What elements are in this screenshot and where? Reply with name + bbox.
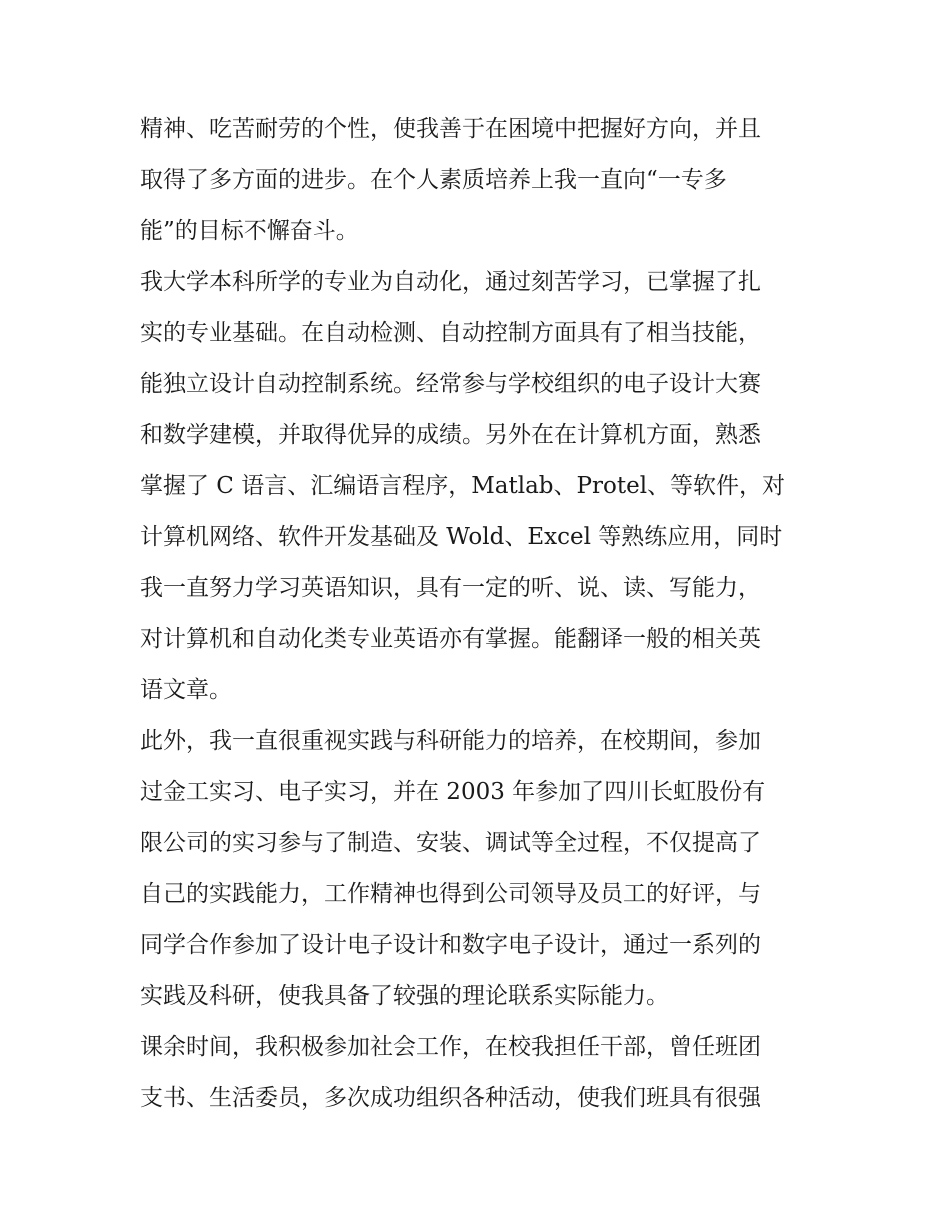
text-line: 实践及科研，使我具备了较强的理论联系实际能力。	[140, 983, 669, 1009]
text-line: 过金工实习、电子实习，并在 2003 年参加了四川长虹股份有	[140, 779, 766, 805]
paragraph-2	[140, 257, 812, 716]
text-line: 计算机网络、软件开发基础及 Wold、Excel 等熟练应用，同时	[140, 524, 783, 550]
paragraph-1	[140, 104, 812, 257]
text-line: 课余时间，我积极参加社会工作，在校我担任干部，曾任班团	[140, 1034, 761, 1060]
text-line: 我一直努力学习英语知识，具有一定的听、说、读、写能力，	[140, 575, 761, 601]
text-line: 支书、生活委员，多次成功组织各种活动，使我们班具有很强	[140, 1085, 761, 1111]
paragraph-4	[140, 1022, 812, 1124]
text-line: 对计算机和自动化类专业英语亦有掌握。能翻译一般的相关英	[140, 626, 761, 652]
text-line: 自己的实践能力，工作精神也得到公司领导及员工的好评，与	[140, 881, 761, 907]
text-line: 我大学本科所学的专业为自动化，通过刻苦学习，已掌握了扎	[140, 269, 761, 295]
text-line: 能”的目标不懈奋斗。	[140, 218, 359, 244]
text-line: 此外，我一直很重视实践与科研能力的培养，在校期间，参加	[140, 728, 761, 754]
text-line: 语文章。	[140, 677, 232, 703]
text-line: 实的专业基础。在自动检测、自动控制方面具有了相当技能，	[140, 320, 761, 346]
text-line: 取得了多方面的进步。在个人素质培养上我一直向“一专多	[140, 167, 727, 193]
text-line: 能独立设计自动控制系统。经常参与学校组织的电子设计大赛	[140, 371, 761, 397]
text-line: 掌握了 C 语言、汇编语言程序，Matlab、Protel、等软件，对	[140, 473, 786, 499]
text-line: 限公司的实习参与了制造、安装、调试等全过程，不仅提高了	[140, 830, 761, 856]
text-line: 和数学建模，并取得优异的成绩。另外在在计算机方面，熟悉	[140, 422, 761, 448]
text-line: 同学合作参加了设计电子设计和数字电子设计，通过一系列的	[140, 932, 761, 958]
document-body	[140, 104, 812, 1124]
text-line: 精神、吃苦耐劳的个性，使我善于在困境中把握好方向，并且	[140, 116, 761, 142]
paragraph-3	[140, 716, 812, 1022]
